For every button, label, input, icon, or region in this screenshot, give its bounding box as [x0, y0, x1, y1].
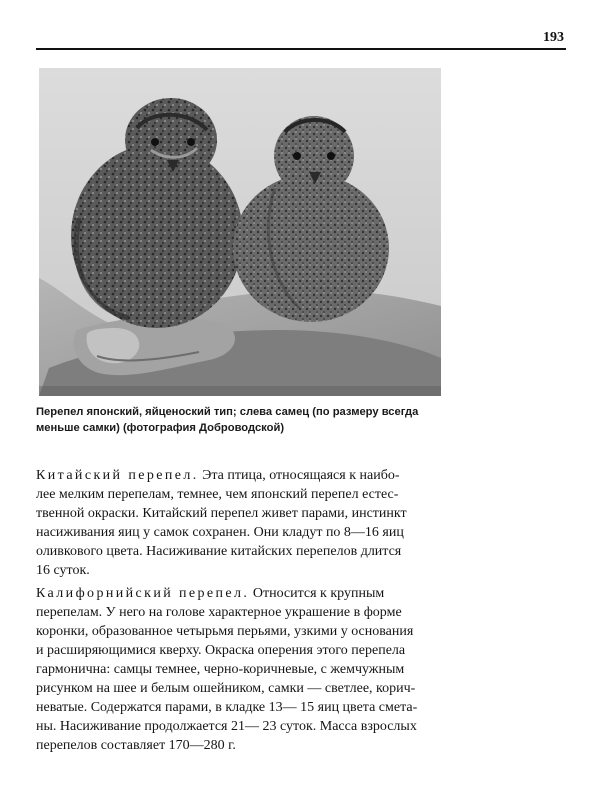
paragraph-first-line [36, 584, 576, 603]
section-heading: Китайский перепел. [36, 468, 199, 483]
paragraph-text: Относится к крупным [249, 586, 385, 601]
chinese-quail-paragraph [36, 466, 576, 580]
caption-line: меньше самки) (фотография Доброводской) [36, 422, 285, 434]
paragraph-line: насиживания яиц у самок сохранен. Они кладут по 8—16 яиц [36, 525, 404, 540]
paragraph-line: неватые. Содержатся парами, в кладке 13— 15 яиц цвета смета- [36, 700, 418, 715]
paragraph-text: Эта птица, относящаяся к наибо- [198, 468, 400, 483]
section-heading: Калифорнийский перепел. [36, 586, 250, 601]
paragraph-line: 16 суток. [36, 563, 90, 578]
caption-line: Перепел японский, яйценоский тип; слева самец (по размеру всегда [36, 406, 419, 418]
paragraph-line: ны. Насиживание продолжается 21— 23 суток. Масса взрослых [36, 719, 417, 734]
paragraph-line: рисунком на шее и белым ошейником, самки — светлее, корич- [36, 681, 416, 696]
quail-photo [39, 68, 441, 396]
photo-caption [36, 404, 566, 436]
header-rule [36, 48, 566, 50]
paragraph-line: лее мелким перепелам, темнее, чем японский перепел естес- [36, 487, 399, 502]
californian-quail-paragraph [36, 584, 576, 755]
paragraph-line: гармонична: самцы темнее, черно-коричневые, с жемчужным [36, 662, 405, 677]
paragraph-line: оливкового цвета. Насиживание китайских перепелов длится [36, 544, 402, 559]
paragraph-line: перепелам. У него на голове характерное украшение в форме [36, 605, 402, 620]
paragraph-first-line [36, 466, 576, 485]
paragraph-line: коронки, образованное четырьмя перьями, узкими у основания [36, 624, 414, 639]
paragraph-line: твенной окраски. Китайский перепел живет парами, инстинкт [36, 506, 407, 521]
paragraph-line: перепелов составляет 170—280 г. [36, 738, 236, 753]
paragraph-line: и расширяющимися кверху. Окраска оперения этого перепела [36, 643, 406, 658]
page-number: 193 [543, 30, 564, 45]
